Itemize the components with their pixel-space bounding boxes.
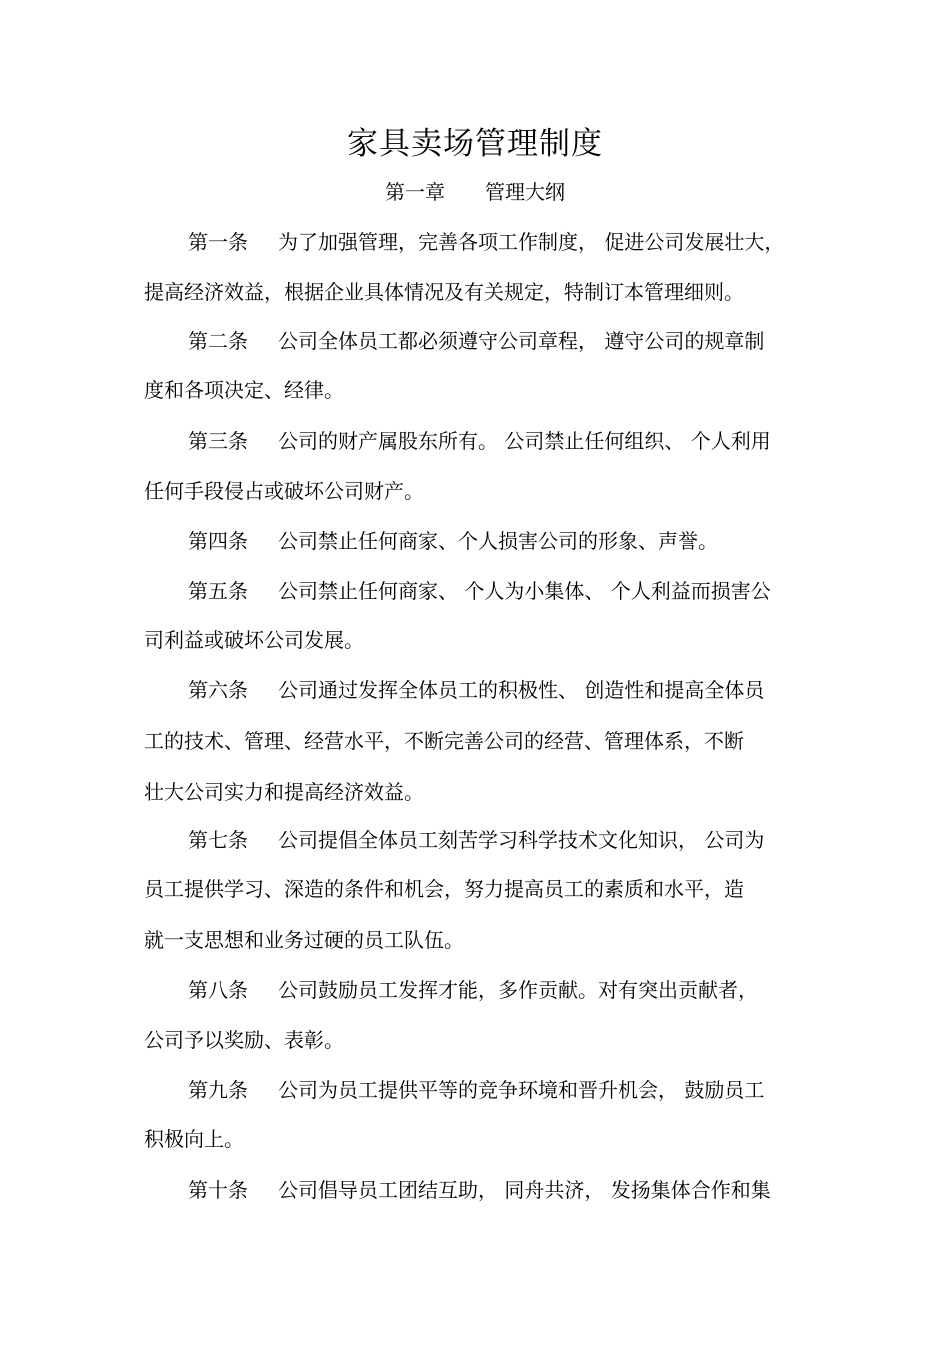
article-1-line-1 [188, 226, 784, 258]
article-text: 公司全体员工都必须遵守公司章程， 遵守公司的规章制 [278, 329, 765, 353]
article-label: 第六条 [188, 678, 248, 702]
article-5-line-1 [188, 575, 771, 607]
article-6-line-2: 工的技术、管理、经营水平，不断完善公司的经营、管理体系，不断 [144, 729, 744, 753]
article-label: 第三条 [188, 429, 248, 453]
article-5-line-2: 司利益或破坏公司发展。 [144, 628, 364, 652]
article-2-line-1 [188, 325, 764, 357]
chapter-number: 第一章 [385, 180, 445, 204]
article-label: 第五条 [188, 579, 248, 603]
article-7-line-3: 就一支思想和业务过硬的员工队伍。 [144, 928, 464, 952]
article-text: 公司禁止任何商家、 个人为小集体、 个人利益而损害公 [278, 579, 771, 603]
article-text: 公司为员工提供平等的竞争环境和晋升机会， 鼓励员工 [278, 1078, 765, 1102]
article-text: 为了加强管理，完善各项工作制度， 促进公司发展壮大， [278, 230, 785, 254]
article-6-line-3: 壮大公司实力和提高经济效益。 [144, 780, 424, 804]
article-8-line-2: 公司予以奖励、表彰。 [144, 1028, 344, 1052]
chapter-heading [0, 176, 950, 208]
article-label: 第四条 [188, 529, 248, 553]
article-label: 第九条 [188, 1078, 248, 1102]
article-text: 公司鼓励员工发挥才能，多作贡献。对有突出贡献者， [278, 978, 758, 1002]
article-text: 公司禁止任何商家、个人损害公司的形象、声誉。 [278, 529, 718, 553]
article-9-line-1 [188, 1074, 764, 1106]
article-3-line-1 [188, 425, 771, 457]
article-6-line-1 [188, 674, 764, 706]
article-8-line-1 [188, 974, 758, 1006]
article-label: 第七条 [188, 828, 248, 852]
document-title: 家具卖场管理制度 [347, 126, 603, 162]
article-label: 第十条 [188, 1178, 248, 1202]
article-text: 公司的财产属股东所有。 公司禁止任何组织、 个人利用 [278, 429, 771, 453]
article-9-line-2: 积极向上。 [144, 1127, 244, 1151]
article-7-line-1 [188, 824, 764, 856]
chapter-name: 管理大纲 [485, 180, 565, 204]
article-7-line-2: 员工提供学习、深造的条件和机会，努力提高员工的素质和水平，造 [144, 877, 744, 901]
article-10-line-1 [188, 1174, 771, 1206]
article-4-line-1 [188, 525, 718, 557]
article-text: 公司倡导员工团结互助， 同舟共济， 发扬集体合作和集 [278, 1178, 771, 1202]
article-1-line-2: 提高经济效益，根据企业具体情况及有关规定，特制订本管理细则。 [144, 280, 744, 304]
article-text: 公司通过发挥全体员工的积极性、 创造性和提高全体员 [278, 678, 765, 702]
article-3-line-2: 任何手段侵占或破坏公司财产。 [144, 479, 424, 503]
article-2-line-2: 度和各项决定、经律。 [144, 378, 344, 402]
article-label: 第二条 [188, 329, 248, 353]
article-label: 第一条 [188, 230, 248, 254]
article-label: 第八条 [188, 978, 248, 1002]
article-text: 公司提倡全体员工刻苦学习科学技术文化知识， 公司为 [278, 828, 765, 852]
